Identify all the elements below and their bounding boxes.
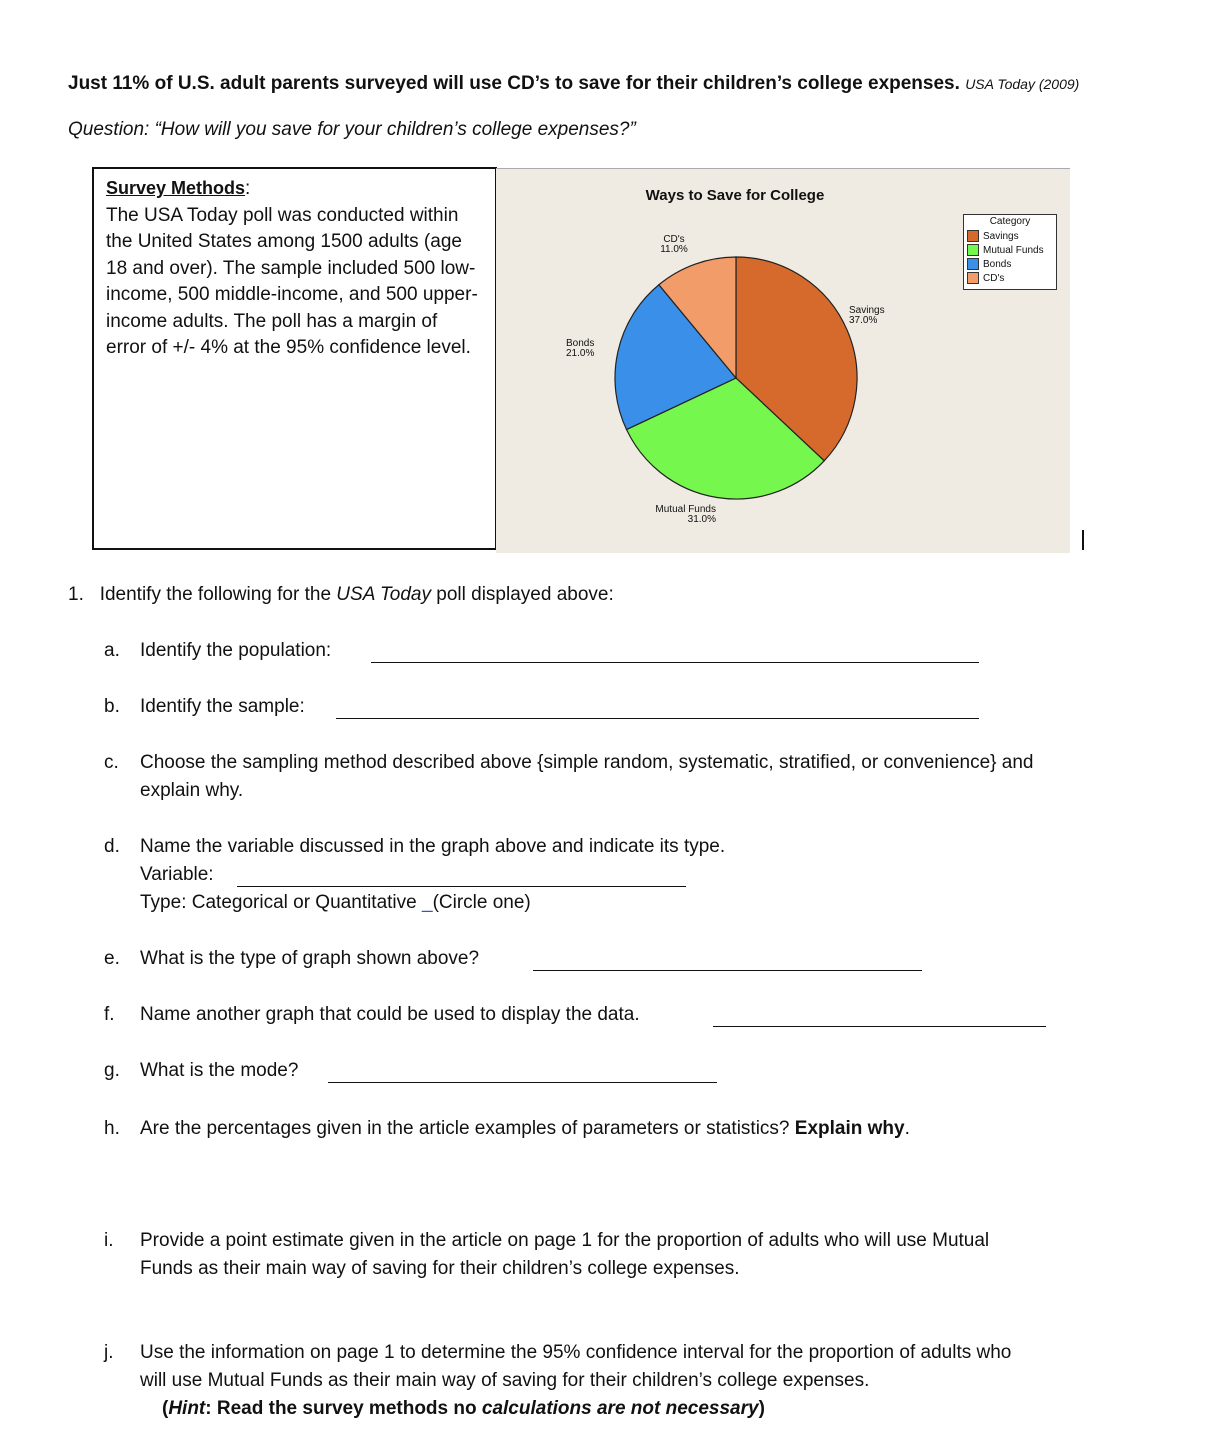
slice-label-mutual-funds: Mutual Funds 31.0%	[655, 504, 716, 525]
answer-line-variable[interactable]	[237, 886, 686, 887]
headline-text: Just 11% of U.S. adult parents surveyed will use CD’s to save for their children’s college expenses.	[68, 73, 960, 94]
item-d-text: Name the variable discussed in the graph above and indicate its type.	[140, 836, 726, 857]
answer-line-other-graph[interactable]	[713, 1026, 1046, 1027]
headline	[68, 73, 1079, 95]
slice-label-bonds: Bonds 21.0%	[566, 338, 595, 359]
item-i-text: Provide a point estimate given in the article on page 1 for the proportion of adults who will use Mutual	[140, 1230, 990, 1251]
item-j-text: Use the information on page 1 to determine the 95% confidence interval for the proportion of adults who	[140, 1342, 1012, 1363]
item-h-letter: h.	[104, 1118, 120, 1139]
item-j-letter: j.	[104, 1342, 114, 1363]
item-i-letter: i.	[104, 1230, 114, 1251]
item-g-text: What is the mode?	[140, 1060, 299, 1081]
pie-chart	[496, 168, 1070, 553]
item-j-text-2: will use Mutual Funds as their main way of saving for their children’s college expenses.	[140, 1370, 870, 1391]
item-b-letter: b.	[104, 696, 120, 717]
answer-line-mode[interactable]	[328, 1082, 717, 1083]
item-e-text: What is the type of graph shown above?	[140, 948, 480, 969]
answer-line-population[interactable]	[371, 662, 979, 663]
item-b-text: Identify the sample:	[140, 696, 305, 717]
legend-item-cds: CD's	[964, 271, 1056, 285]
type-line: Type: Categorical or Quantitative _(Circle one)	[140, 892, 531, 913]
hint-line: (Hint: Read the survey methods no calculations are not necessary)	[162, 1398, 765, 1419]
variable-label: Variable:	[140, 864, 214, 885]
legend-title: Category	[989, 216, 1031, 227]
source-citation: USA Today (2009)	[965, 76, 1080, 92]
survey-question: Question: “How will you save for your children’s college expenses?”	[68, 119, 636, 140]
item-f-letter: f.	[104, 1004, 115, 1025]
item-d-letter: d.	[104, 836, 120, 857]
item-c-letter: c.	[104, 752, 119, 773]
item-i-text-2: Funds as their main way of saving for their children’s college expenses.	[140, 1258, 740, 1279]
question-1: 1. Identify the following for the USA Today poll displayed above:	[68, 584, 614, 605]
survey-methods-box	[92, 167, 497, 550]
answer-line-sample[interactable]	[336, 718, 979, 719]
slice-label-cds: CD's 11.0%	[660, 234, 688, 255]
item-c-text-2: explain why.	[140, 780, 244, 801]
item-f-text: Name another graph that could be used to display the data.	[140, 1004, 640, 1025]
legend-item-bonds: Bonds	[964, 257, 1056, 271]
legend-item-mutual-funds: Mutual Funds	[964, 243, 1056, 257]
item-a-text: Identify the population:	[140, 640, 332, 661]
colon: :	[245, 178, 251, 199]
survey-methods-body: The USA Today poll was conducted within the United States among 1500 adults (age 18 and over). The sample included 500 low-income, 500 middle-income, and 500 upper-income adults. The poll has a margin of error of +/- 4% at the 95% confidence level.	[106, 204, 478, 358]
item-c-text: Choose the sampling method described above {simple random, systematic, stratified, or convenience} and	[140, 752, 1034, 773]
legend-item-savings: Savings	[964, 229, 1056, 243]
item-e-letter: e.	[104, 948, 120, 969]
survey-methods-title: Survey Methods	[106, 178, 246, 198]
item-a-letter: a.	[104, 640, 120, 661]
text-cursor	[1082, 530, 1084, 550]
item-h-text: Are the percentages given in the article examples of parameters or statistics? Explain why.	[140, 1118, 910, 1139]
answer-line-graph-type[interactable]	[533, 970, 922, 971]
slice-label-savings: Savings 37.0%	[849, 305, 885, 326]
item-g-letter: g.	[104, 1060, 120, 1081]
chart-legend	[963, 214, 1057, 290]
chart-title: Ways to Save for College	[645, 187, 825, 204]
